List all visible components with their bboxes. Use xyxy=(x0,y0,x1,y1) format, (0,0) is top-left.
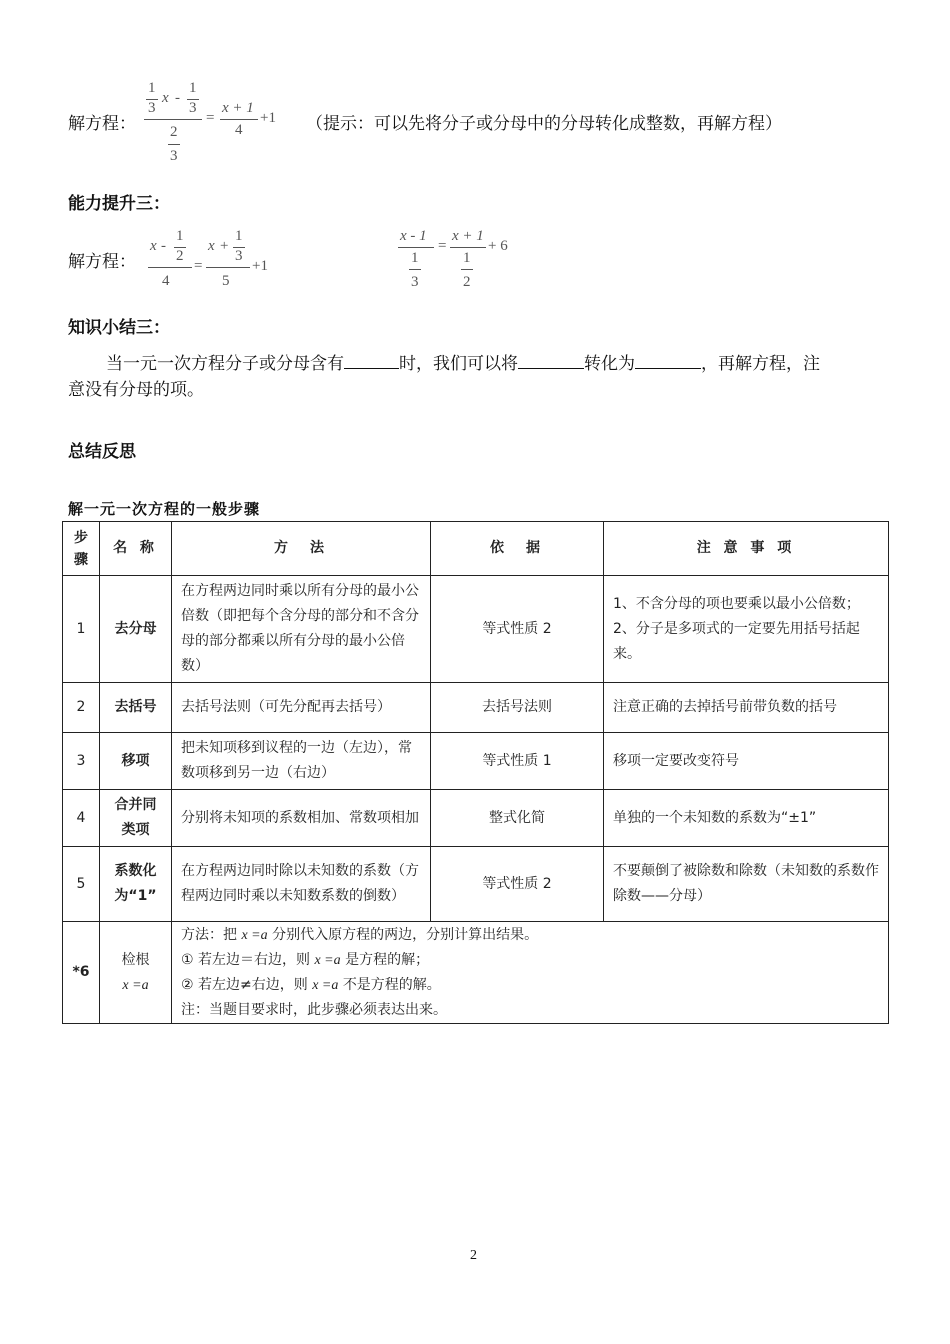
table-title: 解一元一次方程的一般步骤 xyxy=(68,500,261,518)
steps-table xyxy=(62,521,889,1024)
summary-title: 总结反思 xyxy=(68,442,136,462)
equation-1: 1 3 x - 1 3 2 3 = x + 1 4 +1 xyxy=(140,78,290,173)
step-method: 分别将未知项的系数相加、常数项相加 xyxy=(172,790,431,847)
step-name: 检根 x =a xyxy=(100,922,172,1024)
section3-line1: 当一元一次方程分子或分母含有 时，我们可以将 转化为 ，再解方程，注 xyxy=(106,349,820,374)
section2-label: 解方程： xyxy=(68,252,136,271)
step-number: 2 xyxy=(63,683,100,733)
step-name: 去括号 xyxy=(100,683,172,733)
blank-2 xyxy=(518,350,584,369)
step-number: 1 xyxy=(63,576,100,683)
step-basis: 等式性质 2 xyxy=(431,576,604,683)
table-row xyxy=(63,683,889,733)
step-basis: 等式性质 2 xyxy=(431,847,604,922)
section3-line2: 意没有分母的项。 xyxy=(68,380,204,399)
table-row-check xyxy=(63,922,889,1024)
step-name: 系数化为“1” xyxy=(100,847,172,922)
page-number: 2 xyxy=(470,1248,477,1263)
step-number: 5 xyxy=(63,847,100,922)
table-row xyxy=(63,733,889,790)
equation-2: x - 1 2 4 = x + 1 3 5 +1 xyxy=(150,228,268,289)
step-note: 1、不含分母的项也要乘以最小公倍数；2、分子是多项式的一定要先用括号括起来。 xyxy=(604,576,889,683)
table-header-row xyxy=(63,522,889,576)
header-method: 方 法 xyxy=(172,522,431,576)
step-number: *6 xyxy=(63,922,100,1024)
blank-3 xyxy=(635,350,701,369)
step-name: 去分母 xyxy=(100,576,172,683)
step-note: 移项一定要改变符号 xyxy=(604,733,889,790)
step-name: 合并同类项 xyxy=(100,790,172,847)
step-method: 在方程两边同时除以未知数的系数（方程两边同时乘以未知数系数的倒数） xyxy=(172,847,431,922)
header-step: 步骤 xyxy=(63,522,100,576)
section3-title: 知识小结三： xyxy=(68,318,170,338)
step-basis: 等式性质 1 xyxy=(431,733,604,790)
step-name: 移项 xyxy=(100,733,172,790)
step-number: 4 xyxy=(63,790,100,847)
problem1-hint: （提示：可以先将分子或分母中的分母转化成整数，再解方程） xyxy=(306,114,782,133)
table-row xyxy=(63,847,889,922)
step-note: 注意正确的去掉括号前带负数的括号 xyxy=(604,683,889,733)
problem1-label: 解方程： xyxy=(68,114,136,133)
header-name: 名 称 xyxy=(100,522,172,576)
step-number: 3 xyxy=(63,733,100,790)
step-basis: 去括号法则 xyxy=(431,683,604,733)
step-note: 不要颠倒了被除数和除数（未知数的系数作除数——分母） xyxy=(604,847,889,922)
step-check-content: 方法：把 x =a 分别代入原方程的两边，分别计算出结果。 ① 若左边＝右边，则 x =a 是方程的解； ② 若左边≠右边，则 x =a 不是方程的解。 注：当题目要求时，此步骤必须表达出来。 xyxy=(172,922,889,1024)
step-basis: 整式化简 xyxy=(431,790,604,847)
table-row xyxy=(63,790,889,847)
equation-3: x - 1 1 3 = x + 1 1 2 + 6 xyxy=(400,228,508,290)
section2-title: 能力提升三： xyxy=(68,194,170,214)
header-note: 注 意 事 项 xyxy=(604,522,889,576)
step-method: 把未知项移到议程的一边（左边），常数项移到另一边（右边） xyxy=(172,733,431,790)
blank-1 xyxy=(344,350,399,369)
header-basis: 依 据 xyxy=(431,522,604,576)
step-note: 单独的一个未知数的系数为“±1” xyxy=(604,790,889,847)
step-method: 去括号法则（可先分配再去括号） xyxy=(172,683,431,733)
step-method: 在方程两边同时乘以所有分母的最小公倍数（即把每个含分母的部分和不含分母的部分都乘以所有分母的最小公倍数） xyxy=(172,576,431,683)
table-row xyxy=(63,576,889,683)
